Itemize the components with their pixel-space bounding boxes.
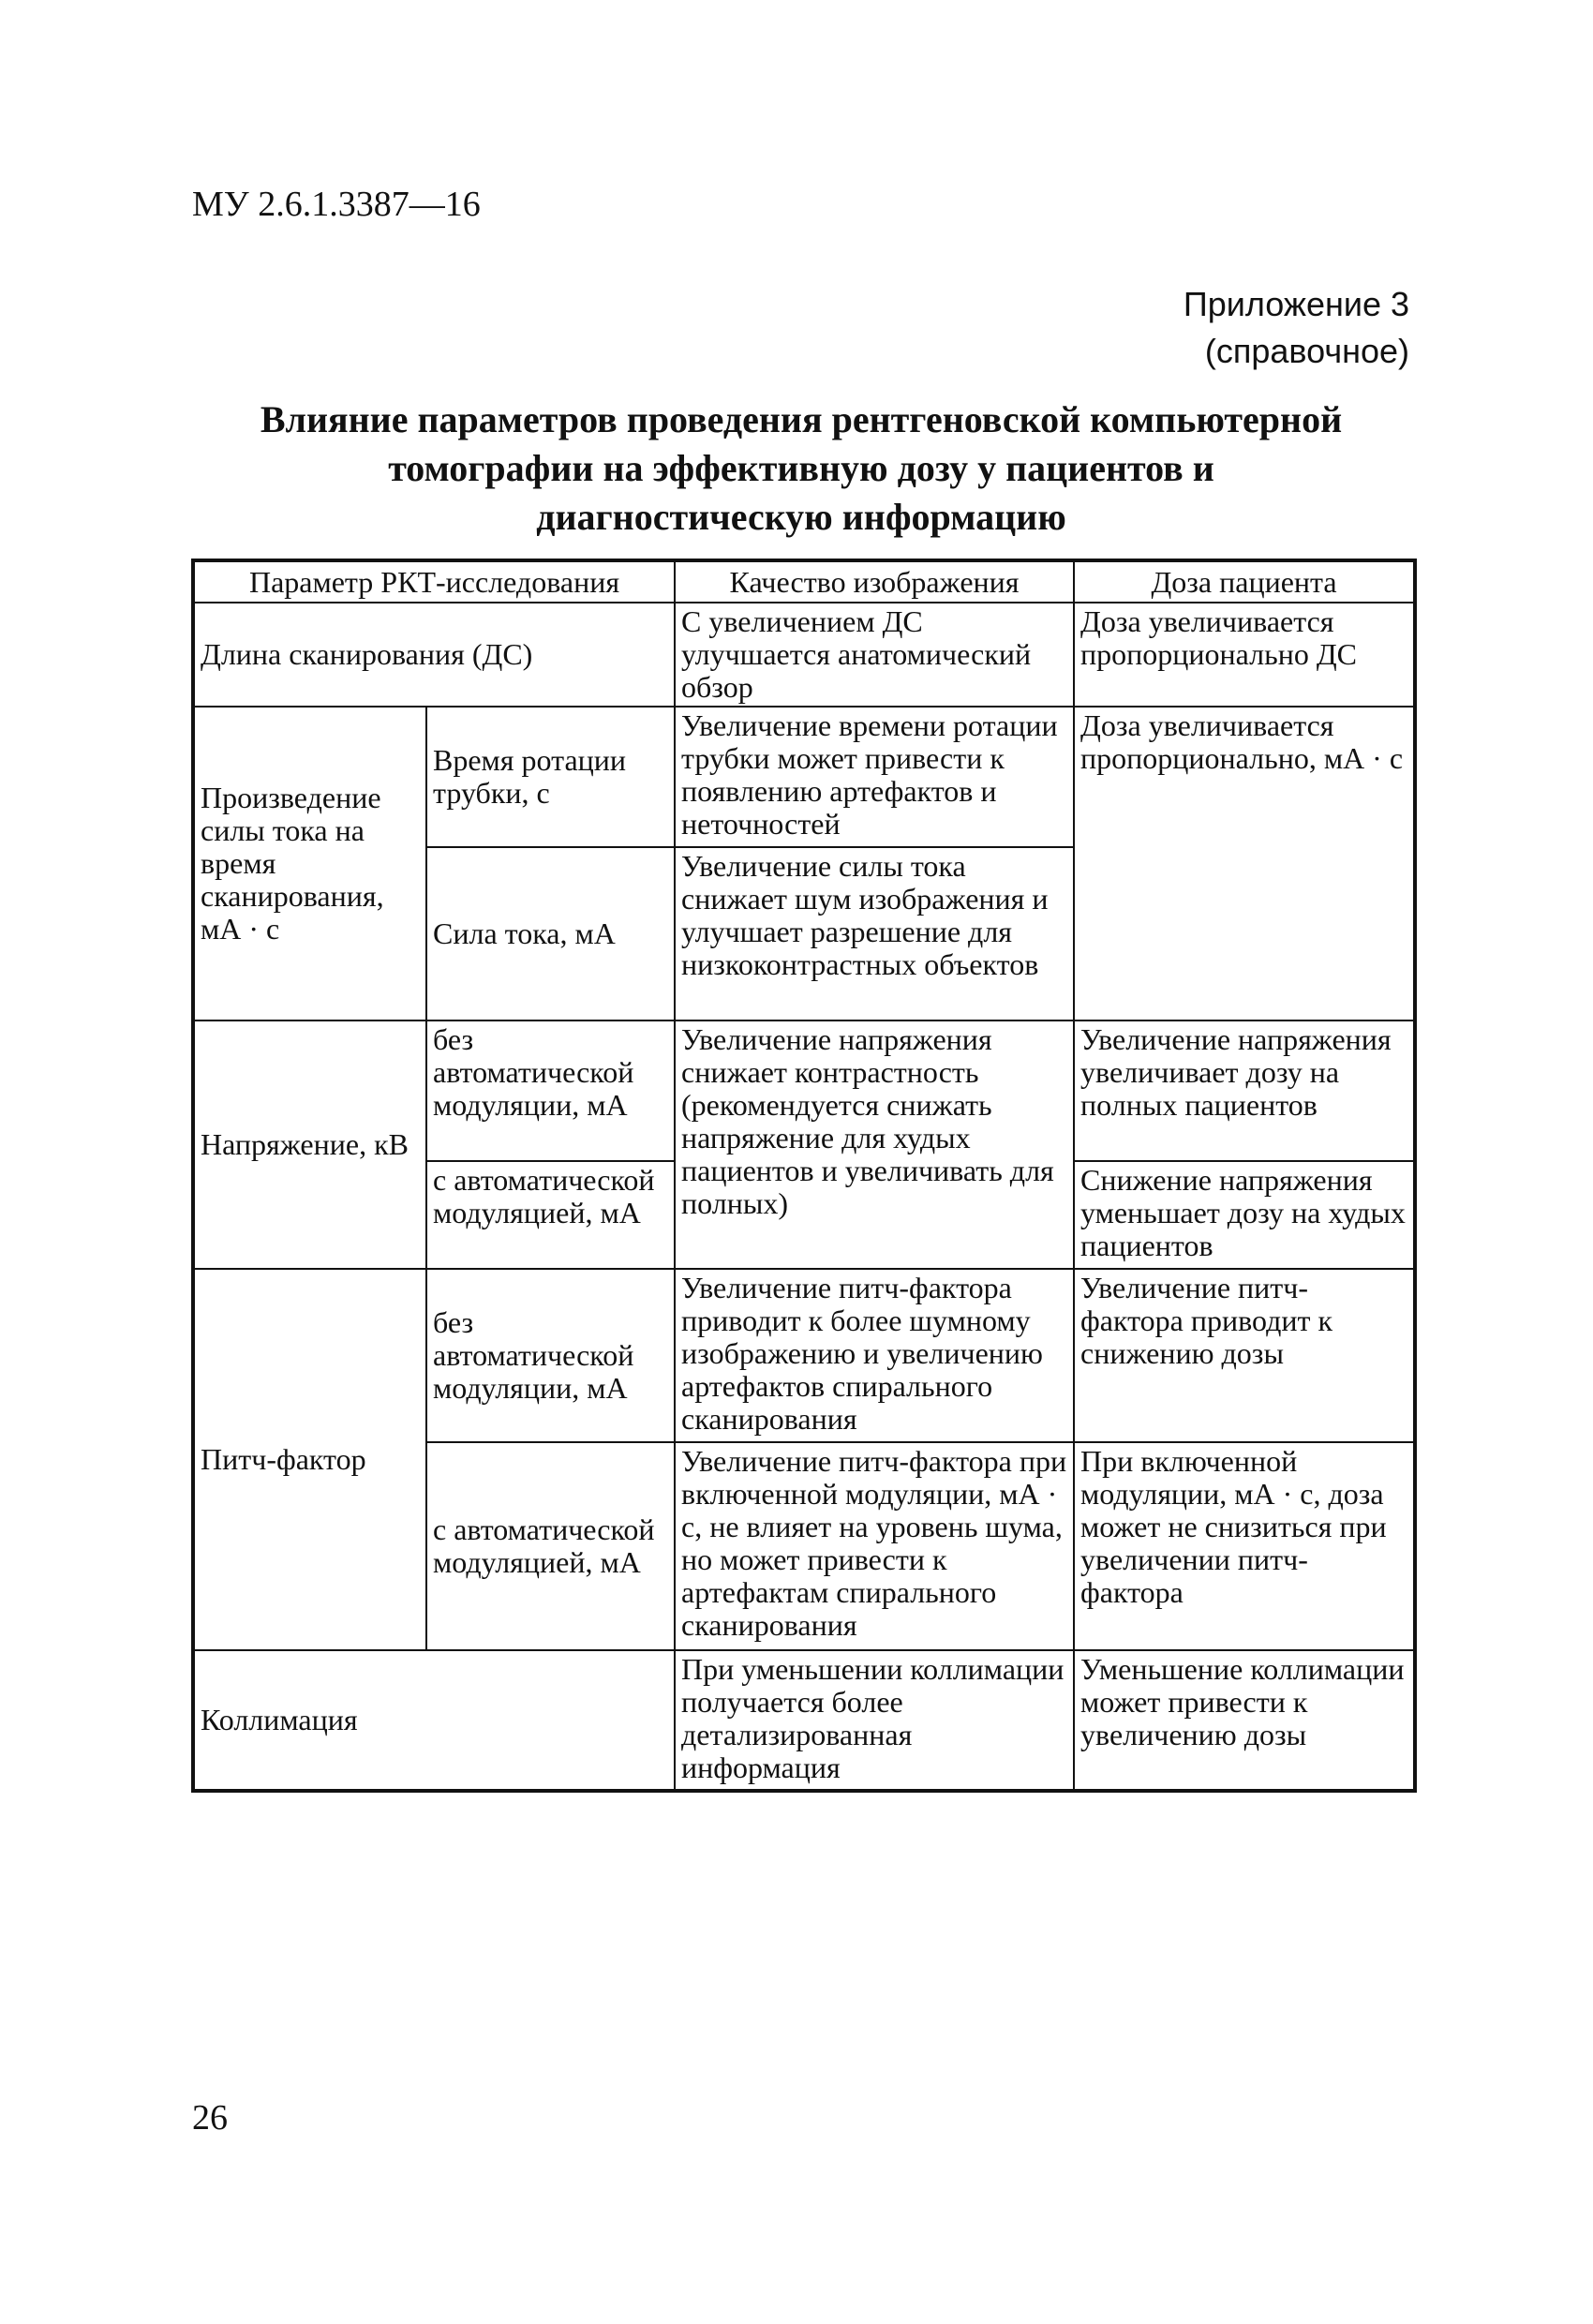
rotation-time-quality: Увеличение времени ротации трубки может привести к появлению артефактов и неточностей xyxy=(675,707,1074,847)
voltage-no-mod-sub: без автоматической модуляции, мА xyxy=(426,1020,675,1161)
voltage-with-mod-dose: Снижение напряжения уменьшает дозу на худых пациентов xyxy=(1074,1161,1415,1269)
appendix-label xyxy=(1184,281,1409,375)
collimation-param: Коллимация xyxy=(193,1650,675,1791)
pitch-with-mod-quality: Увеличение питч-фактора при включенной модуляции, мА · с, не влияет на уровень шума, но может привести к артефактам спирального сканирования xyxy=(675,1442,1074,1650)
tube-current-quality: Увеличение силы тока снижает шум изображения и улучшает разрешение для низкоконтрастных объектов xyxy=(675,847,1074,1020)
title-line-1: Влияние параметров проведения рентгеновской компьютерной xyxy=(260,398,1343,440)
title-line-2: томографии на эффективную дозу у пациентов и xyxy=(388,447,1214,489)
pitch-with-mod-sub: с автоматической модуляцией, мА xyxy=(426,1442,675,1650)
table-row-pitch-no-mod xyxy=(193,1269,1415,1442)
pitch-param: Питч-фактор xyxy=(193,1269,426,1650)
pitch-no-mod-quality: Увеличение питч-фактора приводит к более шумному изображению и увеличению артефактов спирального сканирования xyxy=(675,1269,1074,1442)
header-dose: Доза пациента xyxy=(1074,560,1415,603)
appendix-type: (справочное) xyxy=(1204,332,1409,370)
appendix-number: Приложение 3 xyxy=(1183,285,1409,323)
mas-dose: Доза увеличивается пропорционально, мА · с xyxy=(1074,707,1415,1020)
collimation-quality: При уменьшении коллимации получается более детализированная информация xyxy=(675,1650,1074,1791)
table-row-collimation xyxy=(193,1650,1415,1791)
header-quality: Качество изображения xyxy=(675,560,1074,603)
tube-current-sub: Сила тока, мА xyxy=(426,847,675,1020)
table-row-scan-length xyxy=(193,603,1415,707)
page-title xyxy=(192,395,1410,542)
rotation-time-sub: Время ротации трубки, с xyxy=(426,707,675,847)
scan-length-param: Длина сканирования (ДС) xyxy=(193,603,675,707)
table-row-voltage-no-mod xyxy=(193,1020,1415,1161)
collimation-dose: Уменьшение коллимации может привести к увеличению дозы xyxy=(1074,1650,1415,1791)
pitch-with-mod-dose: При включенной модуляции, мА · с, доза может не снизиться при увеличении питч-фактора xyxy=(1074,1442,1415,1650)
table-row-rotation-time xyxy=(193,707,1415,847)
parameters-table xyxy=(191,559,1417,1793)
parameters-table-container xyxy=(191,559,1413,1793)
scan-length-dose: Доза увеличивается пропорционально ДС xyxy=(1074,603,1415,707)
document-code: МУ 2.6.1.3387—16 xyxy=(192,185,481,224)
voltage-quality: Увеличение напряжения снижает контрастность (рекомендуется снижать напряжение для худых пациентов и увеличивать для полных) xyxy=(675,1020,1074,1269)
page-number: 26 xyxy=(192,2098,228,2138)
pitch-no-mod-dose: Увеличение питч-фактора приводит к снижению дозы xyxy=(1074,1269,1415,1442)
table-header-row xyxy=(193,560,1415,603)
pitch-no-mod-sub: без автоматической модуляции, мА xyxy=(426,1269,675,1442)
title-line-3: диагностическую информацию xyxy=(536,496,1066,538)
voltage-param: Напряжение, кВ xyxy=(193,1020,426,1269)
voltage-with-mod-sub: с автоматической модуляцией, мА xyxy=(426,1161,675,1269)
mas-param: Произведение силы тока на время сканирования, мА · с xyxy=(193,707,426,1020)
voltage-no-mod-dose: Увеличение напряжения увеличивает дозу на полных пациентов xyxy=(1074,1020,1415,1161)
header-parameter: Параметр РКТ-исследования xyxy=(193,560,675,603)
scan-length-quality: С увеличением ДС улучшается анатомический обзор xyxy=(675,603,1074,707)
